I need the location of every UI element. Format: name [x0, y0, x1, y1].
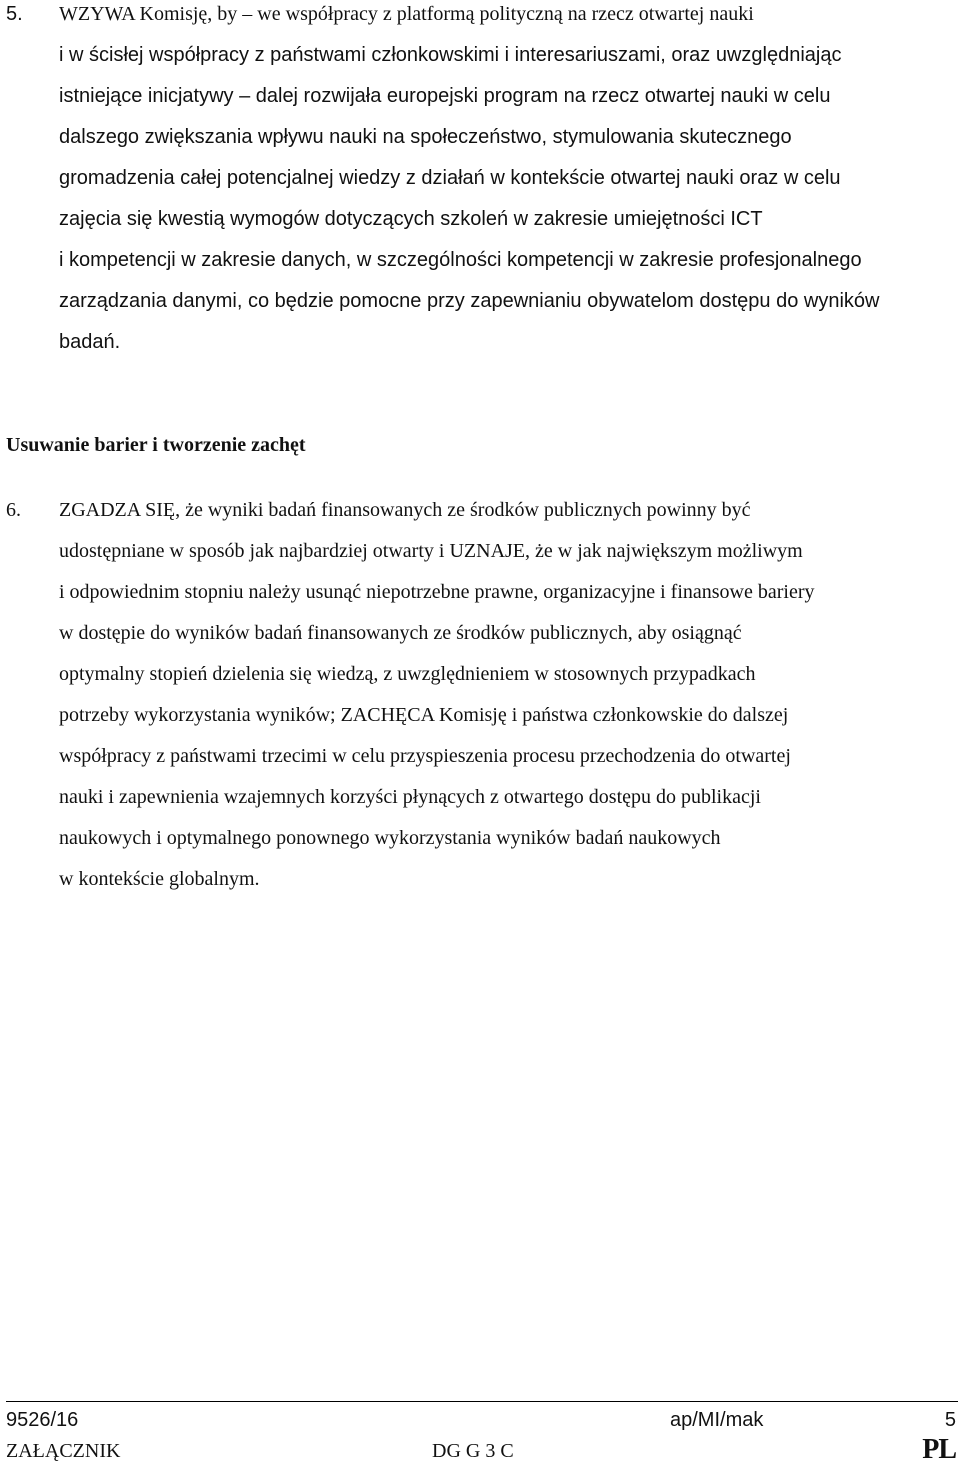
paragraph-line: w kontekście globalnym. [59, 868, 260, 890]
paragraph-body [59, 490, 959, 900]
paragraph-line: dalszego zwiększania wpływu nauki na społeczeństwo, stymulowania skutecznego [59, 126, 792, 148]
paragraph-line: zarządzania danymi, co będzie pomocne przy zapewnianiu obywatelom dostępu do wyników [59, 290, 880, 312]
language-code: PL [922, 1434, 956, 1465]
paragraph-line: ZGADZA SIĘ, że wyniki badań finansowanych ze środków publicznych powinny być [59, 499, 751, 521]
paragraph-line: WZYWA Komisję, by – we współpracy z platformą polityczną na rzecz otwartej nauki [59, 3, 754, 25]
paragraph-number: 6. [6, 499, 21, 521]
paragraph-line: potrzeby wykorzystania wyników; ZACHĘCA Komisję i państwa członkowskie do dalszej [59, 704, 789, 726]
paragraph-line: istniejące inicjatywy – dalej rozwijała europejski program na rzecz otwartej nauki w celu [59, 85, 831, 107]
paragraph-line: gromadzenia całej potencjalnej wiedzy z działań w kontekście otwartej nauki oraz w celu [59, 167, 841, 189]
paragraph-line: i odpowiednim stopniu należy usunąć niepotrzebne prawne, organizacyjne i finansowe bariery [59, 581, 815, 603]
paragraph-line: optymalny stopień dzielenia się wiedzą, z uwzględnieniem w stosownych przypadkach [59, 663, 756, 685]
paragraph-line: udostępniane w sposób jak najbardziej otwarty i UZNAJE, że w jak największym możliwym [59, 540, 803, 562]
paragraph-line: współpracy z państwami trzecimi w celu przyspieszenia procesu przechodzenia do otwartej [59, 745, 791, 767]
paragraph-line: zajęcia się kwestią wymogów dotyczących szkoleń w zakresie umiejętności ICT [59, 208, 763, 230]
paragraph-5 [0, 0, 960, 364]
paragraph-line: naukowych i optymalnego ponownego wykorzystania wyników badań naukowych [59, 827, 721, 849]
reference-code: ap/MI/mak [670, 1409, 764, 1431]
page-number: 5 [944, 1409, 956, 1431]
annex-label: ZAŁĄCZNIK [6, 1440, 121, 1462]
paragraph-body [59, 0, 959, 363]
paragraph-6 [0, 490, 960, 900]
paragraph-line: w dostępie do wyników badań finansowanych ze środków publicznych, aby osiągnąć [59, 622, 742, 644]
paragraph-line: badań. [59, 331, 121, 353]
section-heading: Usuwanie barier i tworzenie zachęt [6, 434, 306, 456]
paragraph-number: 5. [6, 3, 23, 25]
paragraph-line: i kompetencji w zakresie danych, w szczególności kompetencji w zakresie profesjonalnego [59, 249, 862, 271]
document-number: 9526/16 [6, 1409, 79, 1431]
paragraph-line: i w ścisłej współpracy z państwami członkowskimi i interesariuszami, oraz uwzględniając [59, 44, 842, 66]
paragraph-line: nauki i zapewnienia wzajemnych korzyści płynących z otwartego dostępu do publikacji [59, 786, 761, 808]
directorate-code: DG G 3 C [432, 1440, 514, 1462]
footer-divider [6, 1401, 958, 1402]
